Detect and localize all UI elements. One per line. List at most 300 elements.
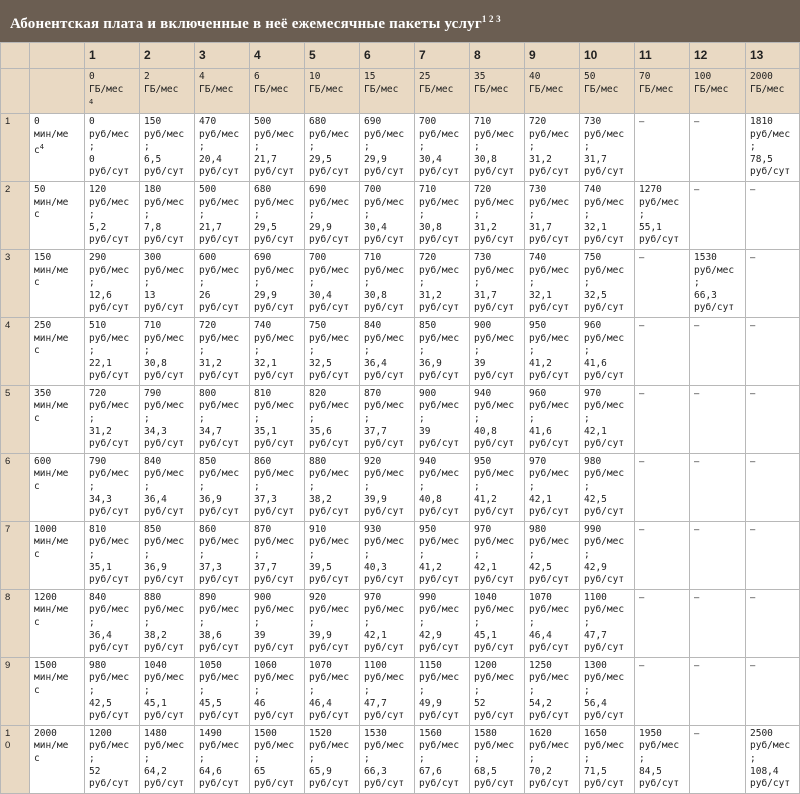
monthly-unit: руб/мес (309, 332, 350, 344)
gb-label-line: ГБ/мес (694, 83, 729, 95)
monthly-price: 790 (144, 387, 162, 399)
price-cell (415, 589, 470, 657)
row-minutes (30, 249, 85, 317)
monthly-price: 730 (584, 116, 602, 127)
monthly-unit: руб/мес (309, 740, 350, 752)
row-minutes (30, 453, 85, 521)
price-cell (140, 385, 195, 453)
daily-unit: руб/сут (144, 506, 185, 518)
column-number: 1 (85, 43, 140, 69)
monthly-price: 970 (584, 387, 602, 399)
minutes-label-line: мин/ме (34, 536, 69, 548)
monthly-unit-sep: ; (89, 684, 95, 696)
monthly-unit-sep: ; (199, 413, 205, 425)
daily-price: 42,1 (529, 493, 552, 505)
daily-unit: руб/сут (89, 370, 130, 382)
dash-mark: – (694, 727, 700, 739)
monthly-unit: руб/мес (89, 604, 130, 616)
price-cell (415, 181, 470, 249)
monthly-unit: руб/мес (144, 468, 185, 480)
row-minutes (30, 114, 85, 182)
monthly-unit-sep: ; (254, 616, 260, 628)
minutes-label-line: $с^4$ (34, 143, 44, 157)
daily-price: 70,2 (529, 765, 552, 777)
monthly-unit-sep: ; (419, 141, 425, 153)
monthly-unit: руб/мес (309, 196, 350, 208)
daily-price: 39 (254, 629, 266, 641)
daily-price: 34,7 (199, 425, 222, 437)
column-number: 3 (195, 43, 250, 69)
monthly-unit-sep: ; (584, 413, 590, 425)
monthly-price: 890 (199, 591, 217, 603)
monthly-price: 850 (144, 523, 162, 535)
column-gb-header (250, 69, 305, 114)
row-number: 2 (1, 181, 30, 249)
monthly-unit-sep: ; (254, 752, 260, 764)
monthly-unit-sep: ; (474, 549, 480, 560)
monthly-price: 710 (144, 319, 162, 331)
daily-unit: руб/сут (144, 302, 185, 314)
minutes-label-line: с (34, 413, 40, 425)
daily-price: 38,6 (199, 629, 222, 641)
monthly-unit-sep: ; (419, 481, 425, 493)
monthly-unit-sep: ; (474, 345, 480, 357)
daily-price: 39,9 (364, 493, 387, 505)
minutes-label-line: мин/ме (34, 740, 69, 752)
daily-price: 55,1 (639, 221, 662, 233)
monthly-unit-sep: ; (364, 277, 370, 289)
daily-unit: руб/сут (199, 778, 240, 790)
daily-unit: руб/сут (199, 370, 240, 382)
daily-price: 40,8 (474, 425, 497, 437)
monthly-price: 850 (199, 455, 217, 467)
monthly-price: 1040 (144, 659, 167, 671)
column-gb-header (690, 69, 746, 114)
monthly-unit: руб/мес (474, 740, 515, 752)
daily-price: 39 (419, 425, 431, 437)
minutes-label-line: мин/ме (34, 468, 69, 480)
empty-cell (746, 317, 800, 385)
table-row (1, 453, 800, 521)
daily-price: 47,7 (364, 697, 387, 709)
daily-unit: руб/сут (750, 778, 791, 790)
minutes-label-line: 150 (34, 251, 52, 263)
monthly-unit-sep: ; (419, 209, 425, 221)
monthly-unit-sep: ; (364, 684, 370, 696)
daily-unit: руб/сут (254, 302, 295, 314)
column-gb-header (140, 69, 195, 114)
empty-cell (746, 181, 800, 249)
daily-unit: руб/сут (254, 574, 295, 586)
price-cell (415, 521, 470, 589)
column-number: 2 (140, 43, 195, 69)
monthly-price: 970 (474, 523, 492, 535)
monthly-price: 810 (89, 523, 107, 535)
daily-unit: руб/сут (474, 574, 515, 586)
corner-cell (30, 43, 85, 69)
dash-mark: – (694, 523, 700, 535)
daily-price: 32,1 (254, 357, 277, 369)
monthly-price: 1810 (750, 116, 773, 127)
daily-price: 31,2 (89, 425, 112, 437)
daily-price: 66,3 (694, 289, 717, 301)
daily-unit: руб/сут (474, 710, 515, 722)
daily-price: 35,6 (309, 425, 332, 437)
price-cell (85, 114, 140, 182)
empty-cell (746, 589, 800, 657)
daily-price: 21,7 (199, 221, 222, 233)
price-cell (360, 114, 415, 182)
daily-unit: руб/сут (474, 778, 515, 790)
monthly-price: 680 (254, 183, 272, 195)
monthly-unit: руб/мес (144, 196, 185, 208)
monthly-unit-sep: ; (474, 413, 480, 425)
dash-mark: – (750, 659, 756, 671)
monthly-price: 960 (584, 319, 602, 331)
monthly-unit-sep: ; (254, 413, 260, 425)
price-cell (305, 249, 360, 317)
monthly-price: 1100 (364, 659, 387, 671)
gb-label-line: 40 (529, 71, 541, 82)
gb-label-line: ГБ/мес (639, 83, 674, 95)
price-cell (525, 249, 580, 317)
dash-mark: – (639, 591, 645, 603)
price-cell (250, 453, 305, 521)
price-cell (415, 317, 470, 385)
empty-cell (746, 657, 800, 725)
daily-unit: руб/сут (89, 574, 130, 586)
monthly-unit: руб/мес (309, 264, 350, 276)
empty-cell (690, 385, 746, 453)
empty-cell (690, 181, 746, 249)
monthly-unit: руб/мес (364, 196, 405, 208)
monthly-unit-sep: ; (584, 141, 590, 153)
daily-unit: руб/сут (254, 370, 295, 382)
gb-label-line: 2000 (750, 71, 773, 82)
daily-unit: руб/сут (144, 710, 185, 722)
daily-price: 37,3 (254, 493, 277, 505)
column-number: 6 (360, 43, 415, 69)
monthly-unit: руб/мес (364, 604, 405, 616)
monthly-price: 970 (529, 455, 547, 467)
daily-unit: руб/сут (529, 370, 570, 382)
price-cell (305, 521, 360, 589)
daily-unit: руб/сут (309, 302, 350, 314)
daily-price: 41,2 (474, 493, 497, 505)
row-number: 1 0 (1, 725, 30, 793)
daily-price: 47,7 (584, 629, 607, 641)
table-row (1, 317, 800, 385)
monthly-unit: руб/мес (89, 196, 130, 208)
price-cell (580, 657, 635, 725)
column-number: 7 (415, 43, 470, 69)
price-cell (470, 657, 525, 725)
price-cell (525, 181, 580, 249)
daily-price: 36,9 (419, 357, 442, 369)
daily-unit: руб/сут (474, 438, 515, 450)
daily-price: 66,3 (364, 765, 387, 777)
daily-price: 108,4 (750, 765, 779, 777)
daily-unit: руб/сут (584, 778, 625, 790)
price-cell (580, 589, 635, 657)
daily-price: 42,1 (364, 629, 387, 641)
price-cell (195, 181, 250, 249)
monthly-unit: руб/мес (89, 264, 130, 276)
daily-price: 32,5 (584, 289, 607, 301)
monthly-unit: руб/мес (474, 196, 515, 208)
price-cell (360, 249, 415, 317)
daily-unit: руб/сут (89, 166, 130, 178)
daily-price: 12,6 (89, 289, 112, 301)
column-gb-header (635, 69, 690, 114)
monthly-unit-sep: ; (529, 345, 535, 357)
minutes-label-line: мин/ме (34, 196, 69, 208)
monthly-price: 840 (364, 319, 382, 331)
monthly-unit: руб/мес (474, 604, 515, 616)
monthly-unit: руб/мес (694, 264, 735, 276)
monthly-unit-sep: ; (254, 141, 260, 153)
monthly-unit-sep: ; (199, 481, 205, 493)
minutes-label-line: 2000 (34, 727, 57, 739)
minutes-label-line: мин/ме (34, 672, 69, 684)
monthly-price: 740 (529, 251, 547, 263)
minutes-label-line: 600 (34, 455, 52, 467)
daily-price: 46 (254, 697, 266, 709)
price-cell (525, 521, 580, 589)
price-cell (525, 725, 580, 793)
monthly-unit-sep: ; (89, 141, 95, 153)
daily-price: 36,4 (89, 629, 112, 641)
daily-price: 46,4 (309, 697, 332, 709)
monthly-unit-sep: ; (419, 752, 425, 764)
monthly-unit: руб/мес (89, 400, 130, 412)
corner-cell (30, 69, 85, 114)
daily-price: 31,7 (474, 289, 497, 301)
daily-price: 65 (254, 765, 266, 777)
dash-mark: – (639, 455, 645, 467)
price-cell (525, 114, 580, 182)
dash-mark: – (694, 455, 700, 467)
monthly-unit: руб/мес (529, 536, 570, 548)
column-number: 4 (250, 43, 305, 69)
monthly-price: 950 (474, 455, 492, 467)
gb-label-line: ГБ/мес (419, 83, 454, 95)
monthly-unit-sep: ; (474, 684, 480, 696)
monthly-unit: руб/мес (144, 604, 185, 616)
monthly-price: 1620 (529, 727, 552, 739)
daily-unit: руб/сут (584, 710, 625, 722)
price-cell (140, 114, 195, 182)
price-cell (525, 385, 580, 453)
price-cell (250, 114, 305, 182)
monthly-unit: руб/мес (89, 468, 130, 480)
dash-mark: – (750, 183, 756, 195)
price-cell (360, 181, 415, 249)
daily-price: 7,8 (144, 221, 162, 233)
monthly-unit-sep: ; (364, 141, 370, 153)
row-number: 3 (1, 249, 30, 317)
daily-price: 39,9 (309, 629, 332, 641)
table-row (1, 114, 800, 182)
monthly-unit: руб/мес (254, 196, 295, 208)
monthly-unit: руб/мес (144, 128, 185, 140)
price-cell (140, 589, 195, 657)
daily-price: 71,5 (584, 765, 607, 777)
price-cell (250, 725, 305, 793)
daily-unit: руб/сут (529, 234, 570, 246)
daily-price: 31,7 (529, 221, 552, 233)
empty-cell (746, 453, 800, 521)
price-cell (140, 521, 195, 589)
monthly-unit-sep: ; (144, 209, 150, 221)
daily-price: 42,1 (584, 425, 607, 437)
price-cell (305, 725, 360, 793)
monthly-price: 980 (584, 455, 602, 467)
daily-unit: руб/сут (199, 710, 240, 722)
monthly-unit-sep: ; (364, 752, 370, 764)
monthly-unit-sep: ; (199, 684, 205, 696)
dash-mark: – (750, 251, 756, 263)
price-cell (85, 589, 140, 657)
monthly-price: 470 (199, 116, 217, 127)
table-row (1, 385, 800, 453)
price-cell (305, 317, 360, 385)
minutes-label-line: мин/ме (34, 264, 69, 276)
column-gb-header (470, 69, 525, 114)
monthly-price: 690 (254, 251, 272, 263)
price-cell (415, 725, 470, 793)
monthly-price: 900 (419, 387, 437, 399)
monthly-unit: руб/мес (529, 196, 570, 208)
monthly-price: 720 (529, 116, 547, 127)
column-gb-header (360, 69, 415, 114)
dash-mark: – (750, 591, 756, 603)
price-cell (580, 385, 635, 453)
daily-unit: руб/сут (364, 234, 405, 246)
monthly-price: 980 (89, 659, 107, 671)
monthly-price: 690 (364, 116, 382, 127)
daily-price: 52 (89, 765, 101, 777)
column-number: 5 (305, 43, 360, 69)
monthly-unit: руб/мес (199, 604, 240, 616)
monthly-price: 1530 (364, 727, 387, 739)
daily-price: 40,3 (364, 561, 387, 573)
price-cell (195, 725, 250, 793)
price-cell (195, 453, 250, 521)
daily-price: 41,6 (584, 357, 607, 369)
daily-price: 42,9 (584, 561, 607, 573)
daily-price: 49,9 (419, 697, 442, 709)
daily-price: 42,1 (474, 561, 497, 573)
price-cell (360, 521, 415, 589)
table-row (1, 521, 800, 589)
column-number: 11 (635, 43, 690, 69)
daily-price: 29,9 (254, 289, 277, 301)
monthly-unit: руб/мес (419, 332, 460, 344)
monthly-price: 930 (364, 523, 382, 535)
price-cell (140, 181, 195, 249)
monthly-unit-sep: ; (529, 549, 535, 560)
monthly-unit: руб/мес (584, 536, 625, 548)
daily-price: 36,9 (199, 493, 222, 505)
monthly-unit-sep: ; (529, 141, 535, 153)
monthly-price: 880 (144, 591, 162, 603)
minutes-label-line: 1200 (34, 591, 57, 603)
monthly-price: 840 (89, 591, 107, 603)
daily-unit: руб/сут (529, 166, 570, 178)
monthly-price: 1270 (639, 183, 662, 195)
dash-mark: – (639, 319, 645, 331)
monthly-price: 910 (309, 523, 327, 535)
row-number: 5 (1, 385, 30, 453)
daily-unit: руб/сут (529, 642, 570, 654)
monthly-unit-sep: ; (584, 345, 590, 357)
daily-price: 68,5 (474, 765, 497, 777)
monthly-price: 740 (254, 319, 272, 331)
monthly-price: 750 (309, 319, 327, 331)
monthly-price: 1250 (529, 659, 552, 671)
gb-label-line: 50 (584, 71, 596, 82)
monthly-unit-sep: ; (254, 481, 260, 493)
daily-price: 67,6 (419, 765, 442, 777)
monthly-price: 680 (309, 116, 327, 127)
daily-unit: руб/сут (89, 506, 130, 518)
column-gb-header (415, 69, 470, 114)
monthly-unit-sep: ; (89, 413, 95, 425)
dash-mark: – (750, 455, 756, 467)
gb-label-line: 70 (639, 71, 651, 82)
daily-unit: руб/сут (309, 370, 350, 382)
monthly-unit: руб/мес (199, 536, 240, 548)
price-cell (85, 317, 140, 385)
minutes-label-line: с (34, 616, 40, 628)
monthly-unit-sep: ; (639, 752, 645, 764)
monthly-unit-sep: ; (309, 413, 315, 425)
dash-mark: – (694, 591, 700, 603)
monthly-price: 500 (254, 116, 272, 127)
monthly-unit: руб/мес (254, 128, 295, 140)
monthly-unit: руб/мес (309, 536, 350, 548)
daily-price: 42,5 (89, 697, 112, 709)
monthly-unit: руб/мес (89, 128, 130, 140)
daily-price: 42,9 (419, 629, 442, 641)
gb-label-line: ГБ/мес (254, 83, 289, 95)
daily-unit: руб/сут (254, 710, 295, 722)
price-cell (140, 657, 195, 725)
monthly-unit-sep: ; (89, 481, 95, 493)
column-number: 13 (746, 43, 800, 69)
row-minutes (30, 589, 85, 657)
monthly-price: 950 (419, 523, 437, 535)
monthly-unit-sep: ; (144, 684, 150, 696)
monthly-unit-sep: ; (309, 209, 315, 221)
gb-label-line: ГБ/мес (474, 83, 509, 95)
monthly-unit-sep: ; (364, 481, 370, 493)
monthly-price: 1480 (144, 727, 167, 739)
daily-price: 34,3 (89, 493, 112, 505)
empty-cell (690, 725, 746, 793)
monthly-unit-sep: ; (199, 345, 205, 357)
price-cell (195, 317, 250, 385)
price-cell (415, 385, 470, 453)
monthly-unit: руб/мес (254, 468, 295, 480)
table-row (1, 249, 800, 317)
monthly-unit: руб/мес (364, 128, 405, 140)
minutes-label-line: с (34, 752, 40, 764)
dash-mark: – (694, 319, 700, 331)
daily-price: 36,4 (364, 357, 387, 369)
monthly-unit-sep: ; (199, 209, 205, 221)
